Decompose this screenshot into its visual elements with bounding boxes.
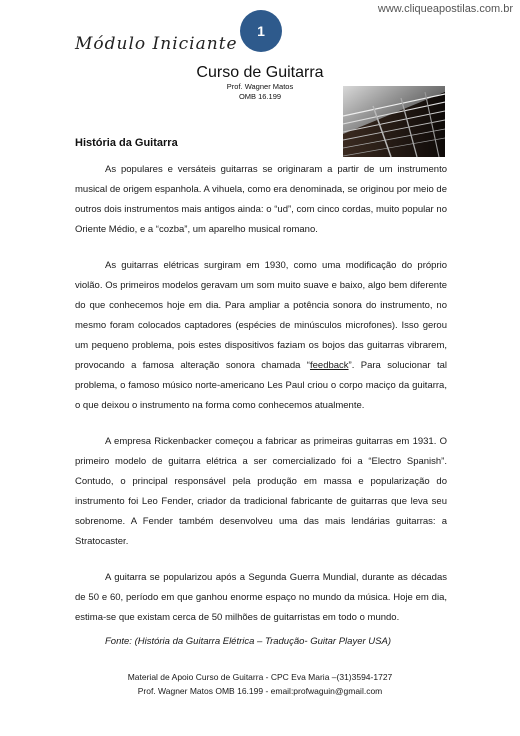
course-title: Curso de Guitarra <box>196 64 324 81</box>
module-label: Módulo Iniciante <box>75 34 238 54</box>
page-footer <box>0 670 520 698</box>
footer-line-2: Prof. Wagner Matos OMB 16.199 - email:profwaguin@gmail.com <box>137 686 383 696</box>
site-watermark: www.cliqueapostilas.com.br <box>377 3 513 15</box>
footer-line-1: Material de Apoio Curso de Guitarra - CPC Eva Maria –(31)3594-1727 <box>127 672 393 682</box>
paragraph-popularization: A guitarra se popularizou após a Segunda Guerra Mundial, durante as décadas de 50 e 60, período em que ganhou enorme espaço no mundo da música. Hoje em dia, estima-se que existam cerca de 50 milhões de guitarristas em todo o mundo. <box>75 572 447 623</box>
paragraph-electric-text-b: ”. Para solucionar tal problema, o famoso músico norte-americano Les Paul criou o corpo maciço da guitarra, o que deixou o instrumento na forma como conhecemos atualmente. <box>75 360 448 411</box>
page-number-badge: 1 <box>240 10 282 52</box>
article-body <box>75 160 447 644</box>
paragraph-electric-guitars <box>75 256 447 416</box>
section-title: História da Guitarra <box>75 137 178 149</box>
feedback-term: feedback <box>309 360 349 371</box>
paragraph-electric-text-a: As guitarras elétricas surgiram em 1930, como uma modificação do próprio violão. Os primeiros modelos geravam um som muito suave e baixo, algo bem diferente do que conhecemos hoje em dia. Para ampliar a potência sonora do instrumento, no mesmo foram colocados captadores (espécies de minúsculos microfones). Isso gerou um pequeno problema, pois estes dispositivos faziam os bojos das guitarras vibrarem, provocando a famosa alteração sonora chamada “ <box>75 260 447 371</box>
author-registration: OMB 16.199 <box>238 92 282 101</box>
source-citation: Fonte: (História da Guitarra Elétrica – Tradução- Guitar Player USA) <box>105 636 391 647</box>
guitar-strings-photo <box>343 86 445 157</box>
title-block <box>180 64 340 102</box>
author-name: Prof. Wagner Matos <box>226 82 294 91</box>
paragraph-origins: As populares e versáteis guitarras se originaram a partir de um instrumento musical de origem espanhola. A vihuela, como era denominada, se originou por meio de outros dois instrumentos mais antigos ainda: o “ud”, com cinco cordas, muito popular no Oriente Médio, e a “cozba”, um aparelho musical romano. <box>75 164 447 235</box>
paragraph-rickenbacker: A empresa Rickenbacker começou a fabricar as primeiras guitarras em 1931. O primeiro modelo de guitarra elétrica a ser comercializado foi a “Electro Spanish”. Contudo, o principal responsável pela produção em massa e popularização do instrumento foi Leo Fender, criador da tradicional fabricante de guitarras que leva seu sobrenome. A Fender também desenvolveu uma das mais lendárias guitarras: a Stratocaster. <box>75 436 447 547</box>
